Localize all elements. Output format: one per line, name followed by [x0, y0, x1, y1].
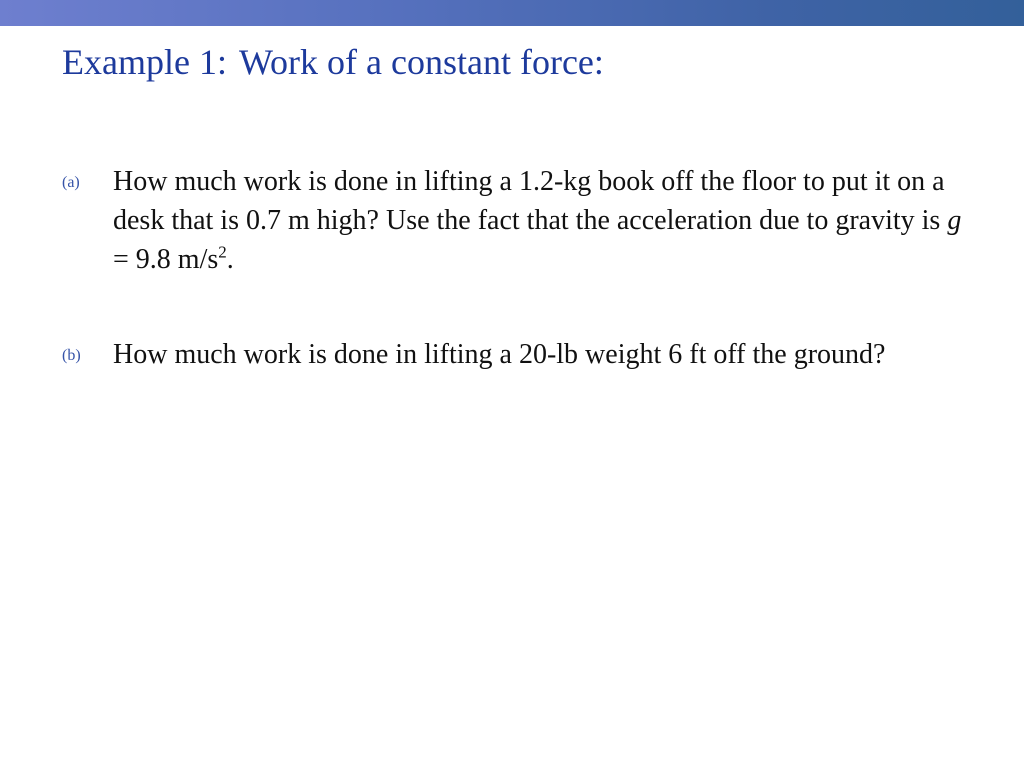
- gravity-variable: g: [947, 205, 962, 236]
- title-lead: Example 1:: [62, 42, 227, 82]
- unit-exponent: 2: [218, 242, 227, 262]
- gravity-value: = 9.8 m/s: [113, 244, 219, 275]
- slide-title: [62, 40, 604, 84]
- title-rest: Work of a constant force:: [238, 42, 604, 82]
- top-banner: [0, 0, 1024, 26]
- item-text-b: How much work is done in lifting a 20-lb weight 6 ft off the ground?: [113, 339, 886, 370]
- item-a-end: .: [226, 244, 234, 275]
- list-item-a: [62, 162, 962, 279]
- list-item-b: [62, 335, 962, 374]
- item-marker-a: (a): [62, 174, 80, 191]
- item-a-main: How much work is done in lifting a 1.2-kg book off the floor to put it on a desk that is 0.7 m high? Use the fact that the acceleration due to gravity is: [113, 166, 948, 236]
- item-marker-b: (b): [62, 347, 81, 364]
- item-text-a: [113, 162, 962, 279]
